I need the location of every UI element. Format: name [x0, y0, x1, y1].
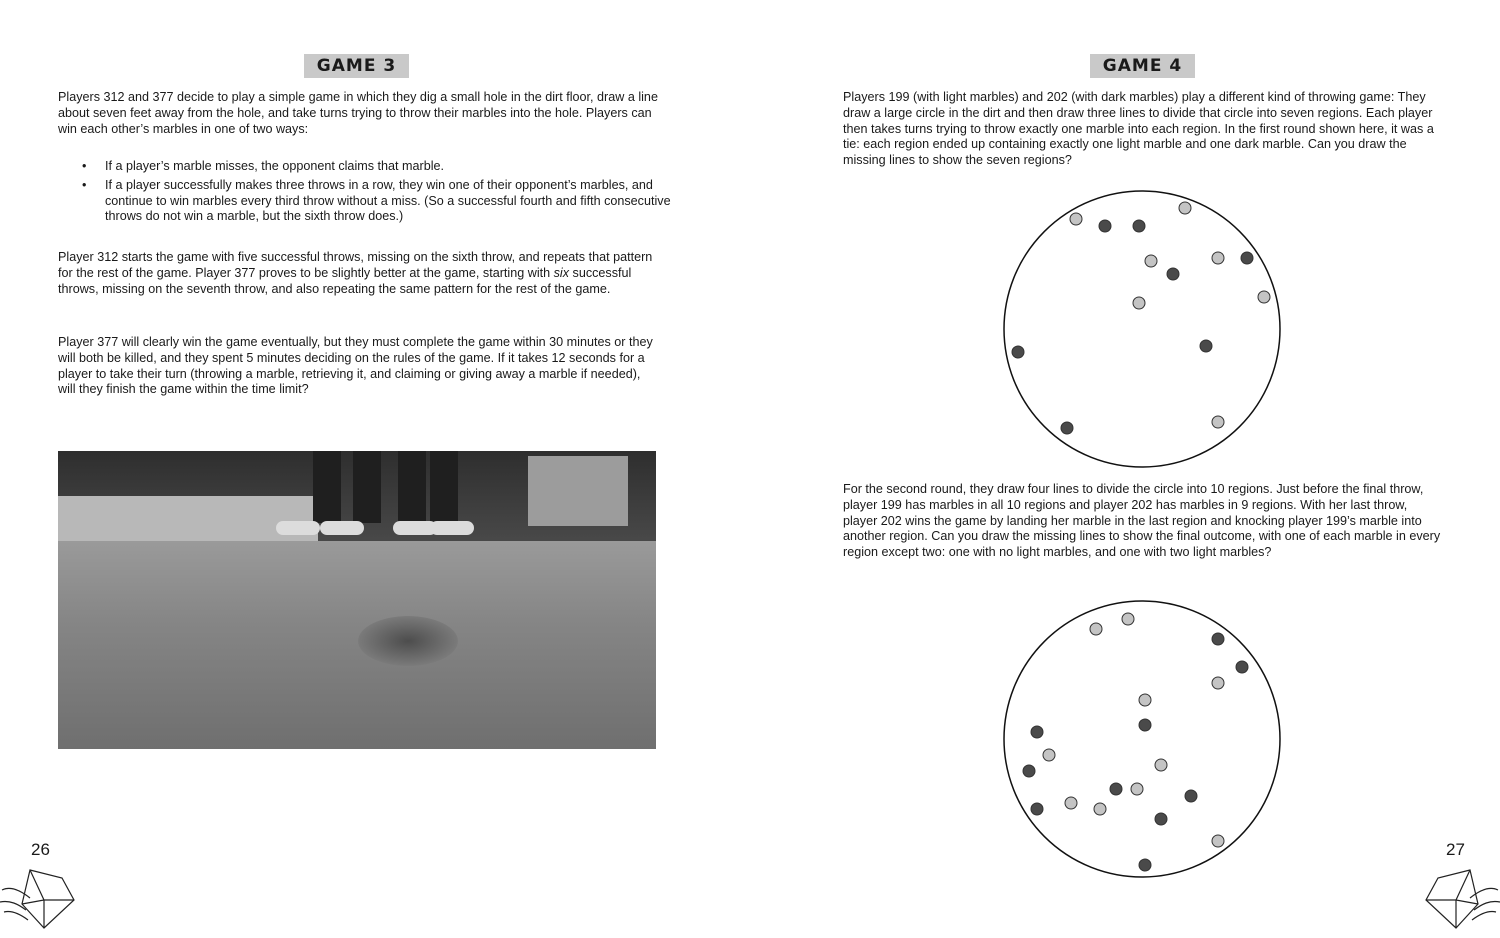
origami-hand-icon	[0, 860, 80, 930]
light-marble	[1133, 297, 1145, 309]
light-marble	[1179, 202, 1191, 214]
page-number: 26	[31, 840, 50, 859]
light-marble	[1131, 783, 1143, 795]
marble-hole	[358, 616, 458, 666]
light-marble	[1090, 623, 1102, 635]
page-number: 27	[1446, 840, 1465, 859]
light-marble	[1212, 252, 1224, 264]
light-marble	[1122, 613, 1134, 625]
marble-circle-round-2[interactable]	[1003, 600, 1283, 880]
light-marble	[1070, 213, 1082, 225]
dark-marble	[1133, 220, 1145, 232]
rules-list	[58, 159, 685, 228]
game-4-title: GAME 4	[1090, 54, 1195, 78]
light-marble	[1212, 835, 1224, 847]
game-3-title: GAME 3	[304, 54, 409, 78]
origami-hand-icon	[1420, 860, 1500, 930]
light-marble	[1043, 749, 1055, 761]
light-marble	[1212, 416, 1224, 428]
dark-marble	[1031, 803, 1043, 815]
game-4-paragraph-1: Players 199 (with light marbles) and 202 (with dark marbles) play a different kind of throwing game: They draw a large circle in the dirt and then draw three lines to divide that circle into seven regions. Each player then takes turns trying to throw exactly one marble into each region. In the first round shown here, it was a tie: each region ended up containing exactly one light marble and one dark marble. Can you draw the missing lines to show the seven regions?	[843, 90, 1434, 168]
dark-marble	[1139, 859, 1151, 871]
light-marble	[1212, 677, 1224, 689]
light-marble	[1258, 291, 1270, 303]
dirt-floor-photo	[58, 451, 656, 749]
dark-marble	[1023, 765, 1035, 777]
light-marble	[1145, 255, 1157, 267]
light-marble	[1094, 803, 1106, 815]
dark-marble	[1212, 633, 1224, 645]
rule-item: • If a player successfully makes three throws in a row, they win one of their opponent’s marbles, and continue to win marbles every third throw without a miss. (So a successful fourth and fifth consecutive throws do not win a marble, but the sixth throw does.)	[105, 178, 685, 225]
game-3-paragraph-2: Player 312 starts the game with five successful throws, missing on the sixth throw, and repeats that pattern for the rest of the game. Player 377 proves to be slightly better at the game, starting with six successful throws, missing on the seventh throw, and also repeating the same pattern for the rest of the game.	[58, 250, 653, 296]
dark-marble	[1167, 268, 1179, 280]
light-marble	[1065, 797, 1077, 809]
dark-marble	[1031, 726, 1043, 738]
light-marble	[1155, 759, 1167, 771]
dark-marble	[1200, 340, 1212, 352]
right-page	[750, 0, 1500, 938]
marble-circle-round-1[interactable]	[1003, 190, 1283, 470]
dark-marble	[1155, 813, 1167, 825]
dark-marble	[1236, 661, 1248, 673]
dark-marble	[1110, 783, 1122, 795]
dark-marble	[1139, 719, 1151, 731]
dark-marble	[1099, 220, 1111, 232]
light-marble	[1139, 694, 1151, 706]
dark-marble	[1061, 422, 1073, 434]
rule-item: • If a player’s marble misses, the opponent claims that marble.	[105, 159, 685, 175]
game-3-paragraph-3: Player 377 will clearly win the game eventually, but they must complete the game within 30 minutes or they will both be killed, and they spent 5 minutes deciding on the rules of the game. If it takes 12 seconds for a player to take their turn (throwing a marble, retrieving it, and claiming or giving away a marble if needed), will they finish the game within the time limit?	[58, 335, 653, 397]
game-3-intro: Players 312 and 377 decide to play a simple game in which they dig a small hole in the dirt floor, draw a line about seven feet away from the hole, and take turns trying to throw their marbles into the hole. Players can win each other’s marbles in one of two ways:	[58, 90, 658, 136]
dark-marble	[1185, 790, 1197, 802]
game-4-paragraph-2: For the second round, they draw four lines to divide the circle into 10 regions. Just before the final throw, player 199 has marbles in all 10 regions and player 202 has marbles in 9 regions. With her last throw, player 202 wins the game by landing her marble in the last region and knocking player 199’s marble into another region. Can you draw the missing lines to show the final outcome, with one of each marble in every region except two: one with no light marbles, and one with two light marbles?	[843, 482, 1441, 560]
dark-marble	[1012, 346, 1024, 358]
dark-marble	[1241, 252, 1253, 264]
